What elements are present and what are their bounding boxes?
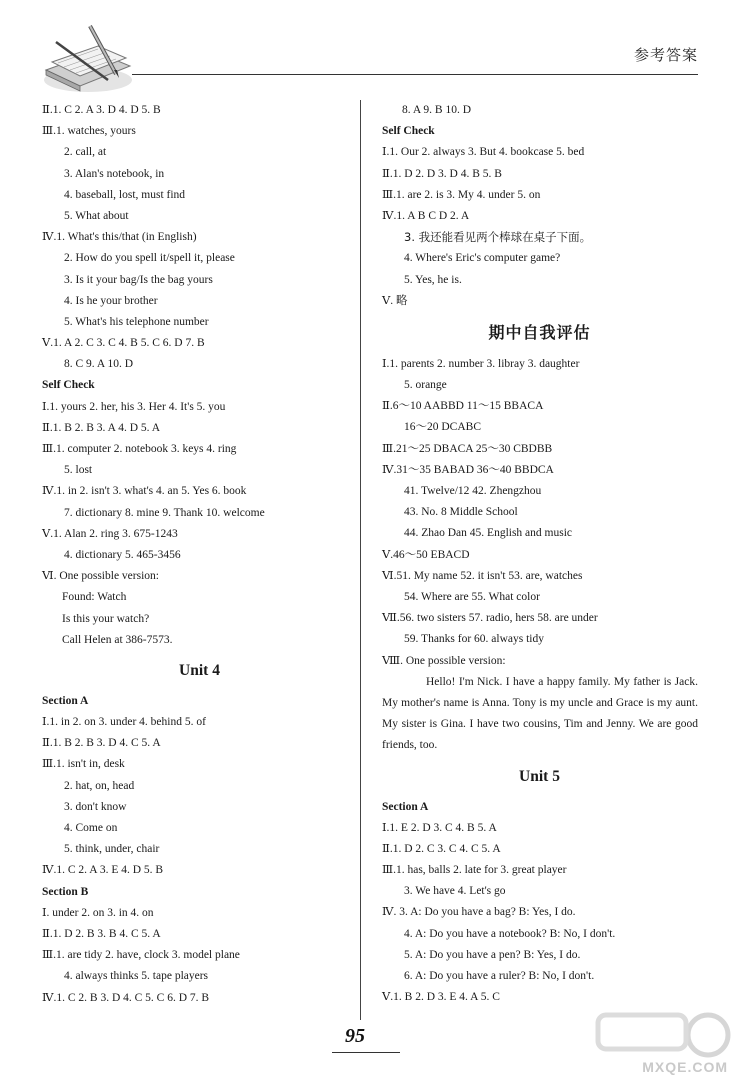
left-line: 2. How do you spell it/spell it, please (64, 252, 235, 265)
right-top-line: Ⅴ. 略 (382, 294, 408, 307)
left-line: Ⅱ.1. B 2. B 3. D 4. C 5. A (42, 737, 161, 750)
right-bottom-line: 3. We have 4. Let's go (404, 885, 506, 898)
right-bottom-line: Ⅴ.1. B 2. D 3. E 4. A 5. C (382, 991, 500, 1004)
left-line: 4. dictionary 5. 465-3456 (64, 548, 181, 561)
right-bottom-line: 6. A: Do you have a ruler? B: No, I don't. (404, 970, 595, 982)
right-top-line: Ⅰ.1. Our 2. always 3. But 4. bookcase 5. bed (382, 146, 585, 159)
left-line: Ⅴ.1. A 2. C 3. C 4. B 5. C 6. D 7. B (42, 337, 205, 350)
watermark-text: MXQE.COM (642, 1059, 728, 1075)
left-line: 2. hat, on, head (64, 779, 135, 792)
left-line: Section A (42, 694, 89, 707)
left-line: Call Helen at 386-7573. (62, 633, 173, 646)
page-number-rule (332, 1052, 400, 1053)
right-top-line: 41. Twelve/12 42. Zhengzhou (404, 485, 542, 497)
header-rule (132, 74, 698, 75)
right-top-line: Ⅰ.1. parents 2. number 3. libray 3. daughter (382, 357, 580, 370)
left-line: Section B (42, 885, 89, 898)
books-pencil-icon (38, 18, 138, 96)
essay-paragraph: Hello! I'm Nick. I have a happy family. My father is Jack. My mother's name is Anna. Tony is my uncle and Grace is my aunt. My sister is Gina. I have two cousins, Tim and Jenny. We are good friends, too. (382, 675, 698, 752)
left-line: Found: Watch (62, 591, 127, 604)
right-top-line: 8. A 9. B 10. D (402, 104, 472, 116)
right-top-line: Ⅱ.1. D 2. D 3. D 4. B 5. B (382, 167, 502, 180)
left-line: Ⅳ.1. in 2. isn't 3. what's 4. an 5. Yes 6. book (42, 485, 247, 498)
right-top-line: 3. 我还能看见两个棒球在桌子下面。 (404, 230, 592, 245)
left-line: Ⅲ.1. isn't in, desk (42, 758, 125, 771)
left-line: 5. What about (64, 209, 129, 222)
right-column (382, 100, 697, 1008)
right-top-line: 4. Where's Eric's computer game? (404, 252, 561, 265)
right-top-line: Ⅵ.51. My name 52. it isn't 53. are, watches (382, 569, 583, 582)
left-line: Ⅳ.1. C 2. A 3. E 4. D 5. B (42, 864, 164, 877)
right-bottom-line: Ⅳ. 3. A: Do you have a bag? B: Yes, I do. (382, 906, 576, 919)
right-top-line: 44. Zhao Dan 45. English and music (404, 527, 573, 540)
left-line: Ⅱ.1. D 2. B 3. B 4. C 5. A (42, 927, 161, 940)
right-top-line: 43. No. 8 Middle School (404, 506, 518, 519)
left-line: 4. always thinks 5. tape players (64, 970, 209, 983)
right-top-line: 5. orange (404, 379, 447, 392)
left-line: 3. don't know (64, 800, 127, 813)
left-line: Self Check (42, 379, 95, 392)
right-bottom-line: Ⅲ.1. has, balls 2. late for 3. great player (382, 864, 567, 877)
right-top-line: Ⅶ.56. two sisters 57. radio, hers 58. are under (382, 612, 598, 625)
right-bottom-line: Section A (382, 800, 429, 813)
right-top-line: Ⅱ.6～10 AABBD 11～15 BBACA (382, 400, 544, 413)
left-line: Is this your watch? (62, 612, 150, 625)
right-top-line: 期中自我评估 (488, 322, 591, 342)
right-column-bottom (382, 757, 697, 1009)
left-line: Ⅵ. One possible version: (42, 570, 159, 583)
left-line: 8. C 9. A 10. D (64, 358, 134, 371)
right-top-line: Ⅳ.1. A B C D 2. A (382, 209, 470, 222)
header-title: 参考答案 (633, 46, 698, 64)
right-bottom-line: 4. A: Do you have a notebook? B: No, I don't. (404, 927, 616, 940)
right-top-line: Ⅷ. One possible version: (382, 654, 506, 667)
right-top-line: Ⅴ.46～50 EBACD (382, 548, 470, 561)
right-column-top (382, 100, 697, 672)
left-line: Ⅰ.1. in 2. on 3. under 4. behind 5. of (42, 716, 206, 729)
page-number: 95 (345, 1025, 365, 1047)
right-bottom-line: 5. A: Do you have a pen? B: Yes, I do. (404, 948, 581, 961)
left-line: Ⅲ.1. computer 2. notebook 3. keys 4. ring (42, 443, 237, 455)
right-top-line: 5. Yes, he is. (404, 273, 462, 286)
left-line: Ⅲ.1. are tidy 2. have, clock 3. model plane (42, 949, 240, 962)
left-line: 4. baseball, lost, must find (64, 188, 186, 201)
left-line: 5. What's his telephone number (64, 315, 209, 328)
left-line: Ⅰ. under 2. on 3. in 4. on (42, 906, 154, 919)
right-top-line: Ⅳ.31～35 BABAD 36～40 BBDCA (382, 463, 554, 476)
right-top-line: Ⅲ.1. are 2. is 3. My 4. under 5. on (382, 188, 541, 201)
column-divider (360, 100, 361, 1020)
left-line: Ⅱ.1. C 2. A 3. D 4. D 5. B (42, 104, 161, 116)
right-bottom-line: Ⅱ.1. D 2. C 3. C 4. C 5. A (382, 842, 501, 855)
left-line: Ⅱ.1. B 2. B 3. A 4. D 5. A (42, 421, 161, 434)
page-header (0, 0, 750, 100)
left-line: Ⅲ.1. watches, yours (42, 125, 136, 138)
left-line: 3. Alan's notebook, in (64, 167, 165, 180)
left-line: Ⅰ.1. yours 2. her, his 3. Her 4. It's 5. you (42, 400, 226, 413)
left-line: 4. Is he your brother (64, 294, 158, 307)
left-line: 4. Come on (64, 822, 118, 834)
left-line: Ⅳ.1. C 2. B 3. D 4. C 5. C 6. D 7. B (42, 991, 210, 1004)
right-top-line: 59. Thanks for 60. always tidy (404, 633, 545, 646)
left-line: Ⅴ.1. Alan 2. ring 3. 675-1243 (42, 527, 178, 540)
right-bottom-line: Ⅰ.1. E 2. D 3. C 4. B 5. A (382, 821, 497, 834)
right-bottom-line: Unit 5 (519, 767, 560, 785)
right-top-line: Self Check (382, 125, 435, 138)
left-line: 3. Is it your bag/Is the bag yours (64, 273, 213, 286)
left-line: Ⅳ.1. What's this/that (in English) (42, 231, 197, 244)
left-column (42, 100, 357, 1009)
left-line: Unit 4 (179, 661, 220, 679)
right-top-line: 16～20 DCABC (404, 421, 481, 434)
left-line: 5. think, under, chair (64, 843, 160, 856)
right-top-line: Ⅲ.21～25 DBACA 25～30 CBDBB (382, 442, 553, 455)
right-top-line: 54. Where are 55. What color (404, 590, 540, 603)
left-line: 2. call, at (64, 146, 107, 159)
left-line: 7. dictionary 8. mine 9. Thank 10. welcome (64, 506, 265, 519)
left-line: 5. lost (64, 464, 93, 477)
